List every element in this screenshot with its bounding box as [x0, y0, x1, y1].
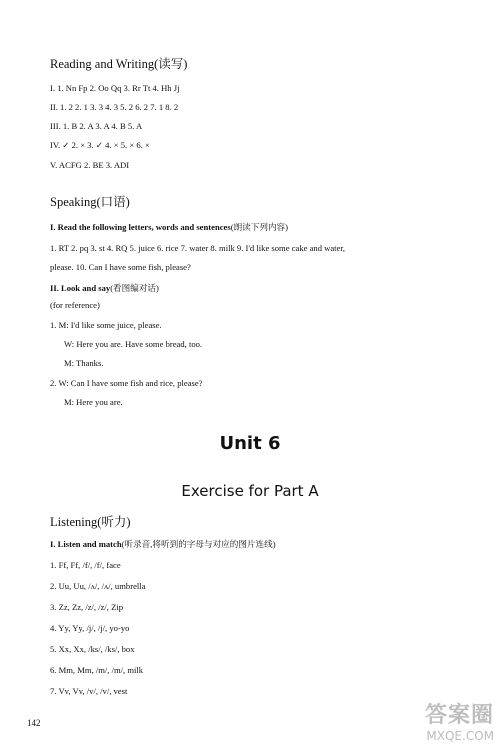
section-2-title-en: II. Look and say — [50, 283, 111, 293]
watermark-logo — [398, 703, 494, 747]
exercise-title: Exercise for Part A — [181, 482, 319, 500]
speaking-answers-line-2: please. 10. Can I have some fish, please? — [50, 262, 191, 272]
dialogue-1-line-1: 1. M: I'd like some juice, please. — [50, 320, 162, 330]
rw-line-2: II. 1. 2 2. 1 3. 3 4. 3 5. 2 6. 2 7. 1 8. 2 — [50, 102, 179, 112]
for-reference-note: (for reference) — [50, 300, 100, 310]
listening-item: 2. Uu, Uu, /ʌ/, /ʌ/, umbrella — [50, 581, 146, 591]
listening-section-title — [50, 538, 276, 550]
listening-item: 5. Xx, Xx, /ks/, /ks/, box — [50, 644, 135, 654]
listening-title-en: I. Listen and match — [50, 539, 122, 549]
speaking-heading: Speaking(口语) — [50, 195, 130, 209]
listening-title-cn: (听录音,将听到的字母与对应的图片连线) — [121, 539, 276, 549]
listening-item: 6. Mm, Mm, /m/, /m/, milk — [50, 665, 144, 675]
rw-line-4: IV. ✓ 2. × 3. ✓ 4. × 5. × 6. × — [50, 140, 150, 150]
listening-item: 3. Zz, Zz, /z/, /z/, Zip — [50, 602, 124, 612]
watermark-bottom-text: MXQE.COM — [426, 729, 494, 743]
listening-heading: Listening(听力) — [50, 515, 131, 529]
dialogue-1-line-2: W: Here you are. Have some bread, too. — [64, 339, 203, 349]
page-number: 142 — [27, 718, 41, 728]
listening-item: 7. Vv, Vv, /v/, /v/, vest — [50, 686, 128, 696]
rw-line-1: I. 1. Nn Fp 2. Oo Qq 3. Rr Tt 4. Hh Jj — [50, 83, 180, 93]
rw-line-5: V. ACFG 2. BE 3. ADI — [50, 160, 130, 170]
listening-item: 1. Ff, Ff, /f/, /f/, face — [50, 560, 121, 570]
dialogue-2-line-1: 2. W: Can I have some fish and rice, please? — [50, 378, 203, 388]
speaking-section-1-title — [50, 221, 288, 233]
rw-line-3: III. 1. B 2. A 3. A 4. B 5. A — [50, 121, 143, 131]
unit-title: Unit 6 — [219, 433, 281, 454]
watermark-top-text: 答案圈 — [424, 703, 494, 728]
dialogue-2-line-2: M: Here you are. — [64, 397, 123, 407]
speaking-answers-line-1: 1. RT 2. pq 3. st 4. RQ 5. juice 6. rice 7. water 8. milk 9. I'd like some cake and water, — [50, 243, 346, 253]
listening-item: 4. Yy, Yy, /j/, /j/, yo-yo — [50, 623, 130, 633]
speaking-section-2-title — [50, 282, 159, 294]
section-1-title-cn: (朗读下列内容) — [230, 222, 288, 232]
dialogue-1-line-3: M: Thanks. — [64, 358, 104, 368]
section-2-title-cn: (看图编对话) — [110, 283, 159, 293]
reading-writing-heading: Reading and Writing(读写) — [50, 57, 188, 71]
section-1-title-en: I. Read the following letters, words and sentences — [50, 222, 231, 232]
